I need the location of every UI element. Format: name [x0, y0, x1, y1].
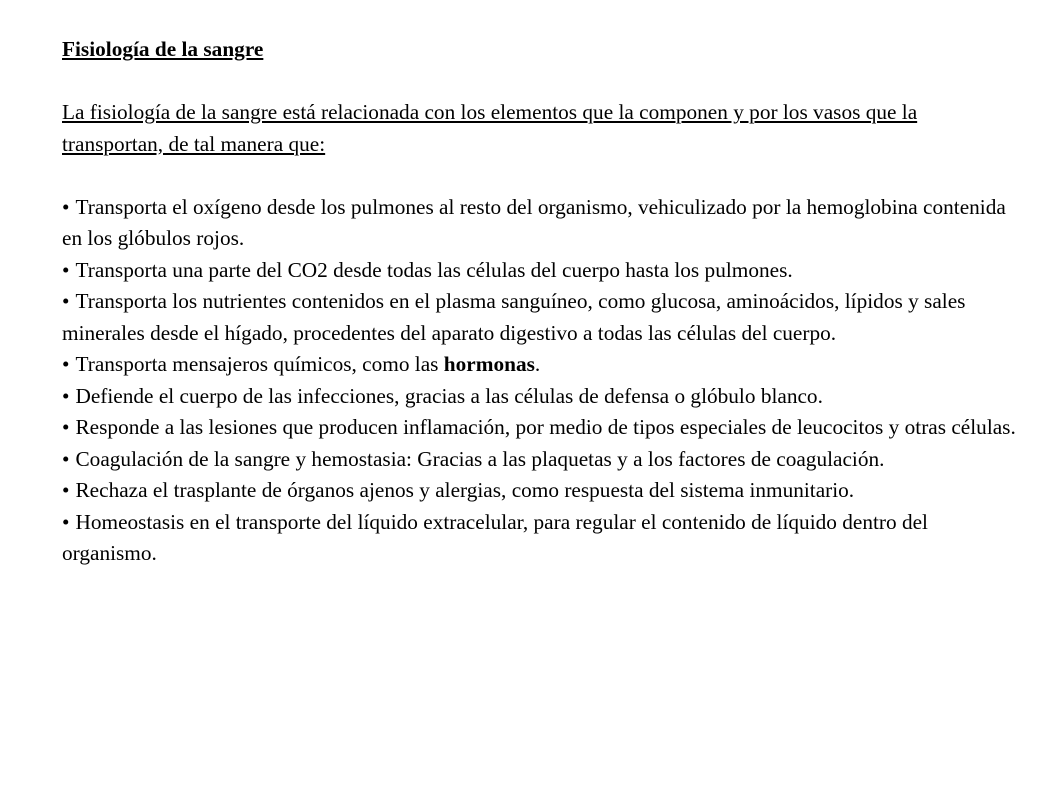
- list-item: [62, 412, 1022, 444]
- list-item: [62, 349, 1022, 381]
- list-item: [62, 475, 1022, 507]
- list-item-text: Rechaza el trasplante de órganos ajenos y alergias, como respuesta del sistema inmunitario.: [75, 478, 855, 502]
- list-item-text-post: .: [534, 352, 541, 376]
- list-item: [62, 255, 1022, 287]
- page-title: Fisiología de la sangre: [62, 37, 264, 61]
- bullet-icon: •: [62, 415, 70, 439]
- list-item-text: Coagulación de la sangre y hemostasia: Gracias a las plaquetas y a los factores de coagulación.: [75, 446, 885, 471]
- list-item: [62, 192, 1022, 255]
- bullet-icon: •: [62, 352, 70, 376]
- bullet-icon: •: [62, 509, 70, 534]
- hormonas-bold-term: hormonas: [443, 352, 535, 376]
- list-item-text: Homeostasis en el transporte del líquido extracelular, para regular el contenido de líquido dentro del organismo.: [62, 509, 928, 565]
- bullet-icon: •: [62, 257, 70, 282]
- document-body: [62, 34, 1022, 570]
- list-item-text: Transporta el oxígeno desde los pulmones al resto del organismo, vehiculizado por la hemoglobina contenida en los glóbulos rojos.: [62, 194, 1006, 250]
- list-item-text: Transporta los nutrientes contenidos en el plasma sanguíneo, como glucosa, aminoácidos, lípidos y sales minerales desde el hígado, procedentes del aparato digestivo a todas las células del cuerpo.: [62, 289, 966, 345]
- list-item: [62, 507, 1022, 570]
- intro-paragraph: La fisiología de la sangre está relacionada con los elementos que la componen y por los vasos que la transportan, de tal manera que:: [62, 100, 918, 156]
- list-item-text-pre: Transporta mensajeros químicos, como las: [75, 352, 444, 376]
- bullet-icon: •: [62, 383, 70, 408]
- list-item: [62, 444, 1022, 476]
- bullet-icon: •: [62, 194, 70, 219]
- list-item-text: Responde a las lesiones que producen inflamación, por medio de tipos especiales de leucocitos y otras células.: [75, 415, 1016, 439]
- bullet-icon: •: [62, 446, 70, 471]
- list-item: [62, 381, 1022, 413]
- bullet-icon: •: [62, 289, 70, 313]
- list-item-text: Defiende el cuerpo de las infecciones, gracias a las células de defensa o glóbulo blanco.: [75, 383, 823, 408]
- function-list: [62, 192, 1022, 570]
- bullet-icon: •: [62, 478, 70, 502]
- list-item-text: Transporta una parte del CO2 desde todas las células del cuerpo hasta los pulmones.: [75, 257, 793, 282]
- list-item: [62, 286, 1022, 349]
